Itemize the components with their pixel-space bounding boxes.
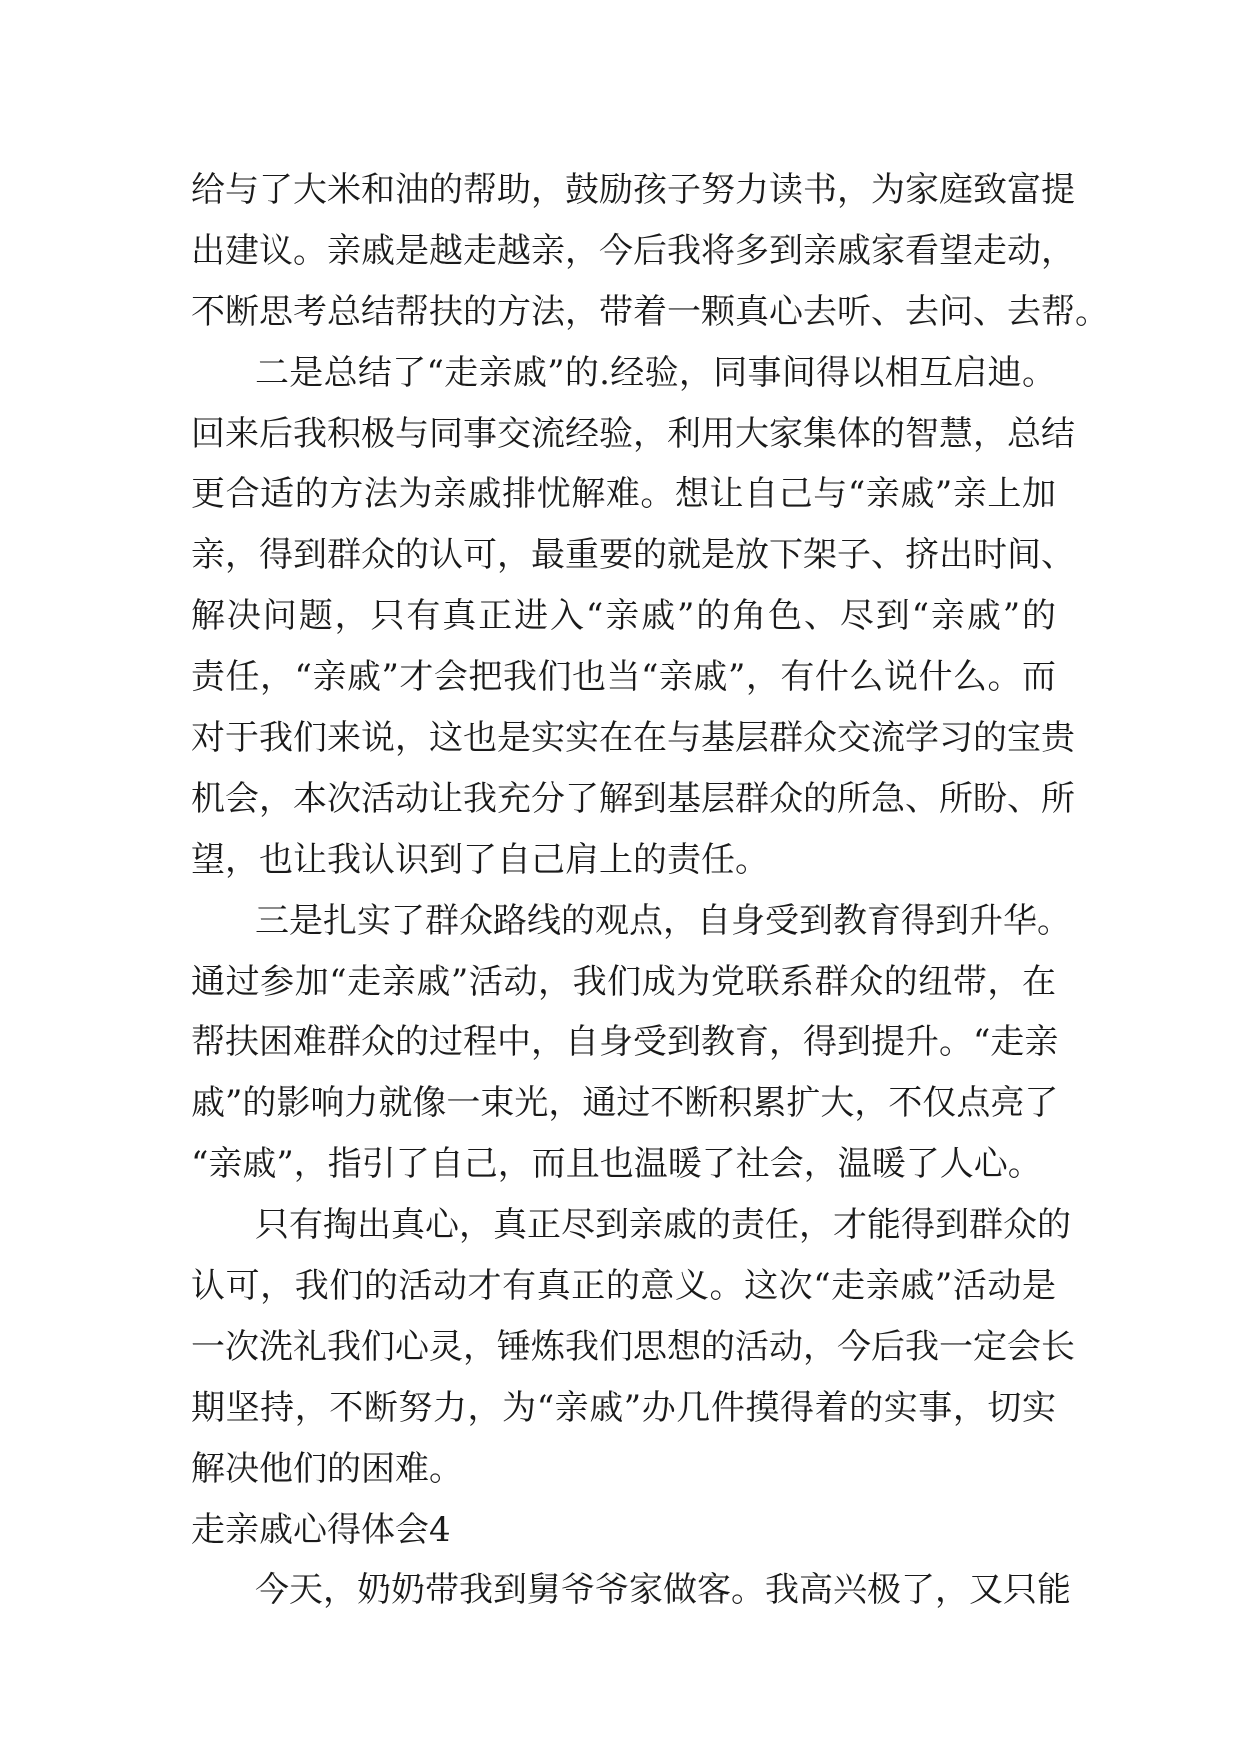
section-heading: 走亲戚心得体会4 (191, 1509, 451, 1550)
document-body (191, 160, 1109, 1621)
text-line: 只有掏出真心，真正尽到亲戚的责任，才能得到群众的 (255, 1205, 1071, 1246)
text-line: 二是总结了“走亲戚”的.经验，同事间得以相互启迪。 (255, 352, 1056, 393)
text-line: 不断思考总结帮扶的方法，带着一颗真心去听、去问、去帮。 (191, 291, 1109, 332)
text-line: 机会，本次活动让我充分了解到基层群众的所急、所盼、所 (191, 778, 1075, 819)
text-line: 回来后我积极与同事交流经验，利用大家集体的智慧，总结 (191, 413, 1075, 454)
text-line: 出建议。亲戚是越走越亲，今后我将多到亲戚家看望走动， (191, 230, 1075, 271)
text-line: 三是扎实了群众路线的观点，自身受到教育得到升华。 (255, 900, 1071, 941)
paragraph-visit-story (191, 1560, 1071, 1621)
text-line: 给与了大米和油的帮助，鼓励孩子努力读书，为家庭致富提 (191, 170, 1075, 210)
text-line: 解决问题，只有真正进入“亲戚”的角色、尽到“亲戚”的 (191, 596, 1056, 637)
text-line: 责任，“亲戚”才会把我们也当“亲戚”，有什么说什么。而 (191, 657, 1056, 698)
text-line: 对于我们来说，这也是实实在在与基层群众交流学习的宝贵 (191, 718, 1075, 759)
text-line: 望，也让我认识到了自己肩上的责任。 (191, 839, 769, 880)
text-line: 帮扶困难群众的过程中，自身受到教育，得到提升。“走亲 (191, 1022, 1059, 1063)
text-line: 认可，我们的活动才有真正的意义。这次“走亲戚”活动是 (191, 1266, 1056, 1307)
text-line: 通过参加“走亲戚”活动，我们成为党联系群众的纽带，在 (191, 961, 1056, 1002)
paragraph-experience-summary (191, 343, 1075, 891)
text-line: 一次洗礼我们心灵，锤炼我们思想的活动，今后我一定会长 (191, 1326, 1075, 1367)
paragraph-mass-line (191, 891, 1071, 1195)
text-line: 期坚持，不断努力，为“亲戚”办几件摸得着的实事，切实 (191, 1387, 1056, 1428)
paragraph-continuation (191, 160, 1109, 343)
text-line: 亲，得到群众的认可，最重要的就是放下架子、挤出时间、 (191, 535, 1075, 576)
text-line: 戚”的影响力就像一束光，通过不断积累扩大，不仅点亮了 (191, 1083, 1059, 1124)
text-line: 解决他们的困难。 (191, 1448, 463, 1489)
text-line: “亲戚”，指引了自己，而且也温暖了社会，温暖了人心。 (191, 1144, 1042, 1185)
paragraph-conclusion (191, 1195, 1075, 1499)
text-line: 更合适的方法为亲戚排忧解难。想让自己与“亲戚”亲上加 (191, 474, 1056, 515)
text-line: 今天，奶奶带我到舅爷爷家做客。我高兴极了，又只能 (255, 1570, 1071, 1611)
